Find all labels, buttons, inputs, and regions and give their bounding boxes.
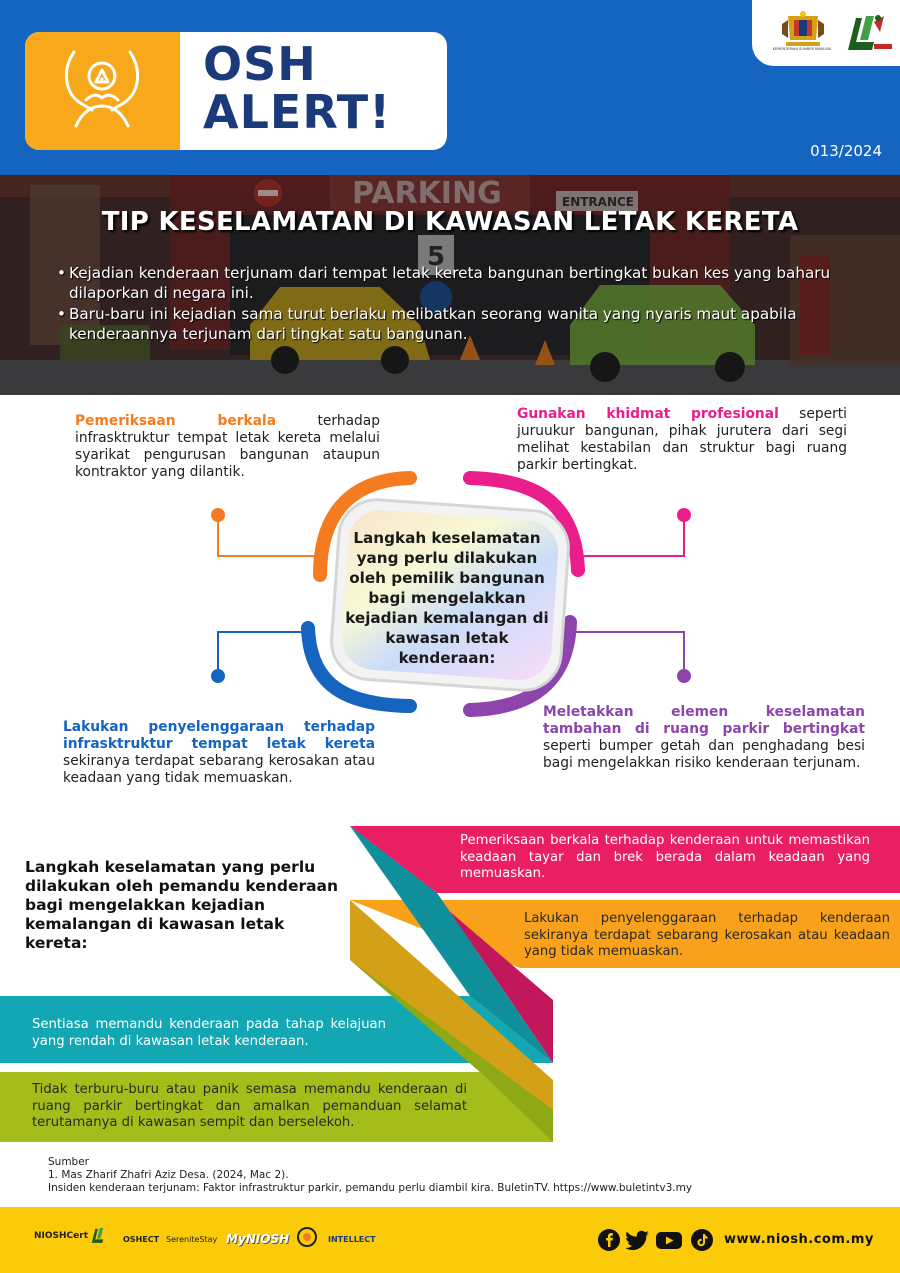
osh-alert-title: OSH ALERT! (203, 37, 392, 139)
partner-emblem-icon (296, 1226, 318, 1248)
source-heading: Sumber (48, 1156, 89, 1168)
crest-caption: KEMENTERIAN SUMBER MANUSIA (772, 47, 832, 51)
owner-tip-professional: Gunakan khidmat profesional seperti juruukur bangunan, pihak jurutera dari segi melihat kestabilan dan struktur bagi ruang parkir bertingkat. (517, 406, 847, 473)
hero-bullet-list (57, 263, 857, 345)
driver-step-inspection: Pemeriksaan berkala terhadap kenderaan untuk memastikan keadaan tayar dan brek berada dalam keadaan yang memuaskan. (460, 833, 870, 881)
niosh-logo-icon (844, 12, 894, 52)
connector-orange (218, 515, 322, 556)
tiktok-icon[interactable] (690, 1228, 714, 1252)
source-detail: Insiden kenderaan terjunam: Faktor infrastruktur parkir, pemandu perlu diambil kira. BuletinTV. https://www.buletintv3.my (48, 1182, 693, 1194)
partner-nioshcert: NIOSHCert (34, 1231, 88, 1241)
sign-speed: 5 (427, 242, 446, 272)
website-link[interactable]: www.niosh.com.my (724, 1232, 874, 1247)
connector-pink (578, 515, 684, 556)
hero-title: TIP KESELAMATAN DI KAWASAN LETAK KERETA (101, 207, 799, 237)
logo-box (752, 0, 900, 66)
facebook-icon[interactable] (597, 1228, 621, 1252)
hero-bullet: • Baru-baru ini kejadian sama turut berlaku melibatkan seorang wanita yang nyaris maut apabila kenderaannya terjunam dari tingkat satu bangunan. (57, 304, 857, 344)
driver-step-no-panic: Tidak terburu-buru atau panik semasa memandu kenderaan di ruang parkir bertingkat dan amalkan pemanduan selamat terutamanya di kawasan sempit dan berselekoh. (32, 1082, 467, 1130)
owner-steps-heading: Langkah keselamatan yang perlu dilakukan oleh pemilik bangunan bagi mengelakkan kejadian kemalangan di kawasan letak kenderaan: (345, 529, 549, 667)
source-citation (48, 1156, 692, 1195)
partner-myniosh: MyNIOSH (226, 1232, 290, 1246)
header-banner (0, 0, 900, 175)
partner-serenitestay: SereniteStay (166, 1235, 218, 1244)
safety-hands-icon (25, 32, 180, 150)
issue-number: 013/2024 (810, 142, 882, 160)
malaysia-crest-icon (780, 10, 826, 48)
niosh-small-logo-icon (90, 1224, 112, 1246)
sign-parking: PARKING (352, 176, 502, 211)
connector-purple (570, 632, 684, 676)
sign-entrance: ENTRANCE (562, 195, 634, 209)
driver-step-low-speed: Sentiasa memandu kenderaan pada tahap kelajuan yang rendah di kawasan letak kenderaan. (32, 1017, 386, 1049)
owner-tip-safety-elements: Meletakkan elemen keselamatan tambahan di ruang parkir bertingkat seperti bumper getah dan penghadang besi bagi mengelakkan risiko kenderaan terjunam. (543, 704, 865, 771)
youtube-icon[interactable] (655, 1228, 683, 1252)
hero-parking-image (0, 175, 900, 395)
partner-oshect: OSHECT (123, 1235, 160, 1244)
driver-steps-heading: Langkah keselamatan yang perlu dilakukan oleh pemandu kenderaan bagi mengelakkan kejadian kemalangan di kawasan letak kereta: (25, 858, 339, 952)
driver-step-maintenance: Lakukan penyelenggaraan terhadap kenderaan sekiranya terdapat sebarang kerosakan atau keadaan yang tidak memuaskan. (524, 911, 890, 959)
hero-bullet: • Kejadian kenderaan terjunam dari tempat letak kereta bangunan bertingkat bukan kes yang baharu dilaporkan di negara ini. (57, 263, 857, 303)
osh-alert-card (25, 32, 447, 150)
connector-blue (218, 632, 308, 676)
owner-tip-maintenance: Lakukan penyelenggaraan terhadap infrasktruktur tempat letak kereta sekiranya terdapat sebarang kerosakan atau keadaan yang tidak memuaskan. (63, 719, 375, 786)
source-item: 1. Mas Zharif Zhafri Aziz Desa. (2024, Mac 2). (48, 1169, 289, 1181)
footer-bar (0, 1207, 900, 1273)
partner-intellect: INTELLECT (328, 1235, 376, 1244)
twitter-icon[interactable] (626, 1228, 650, 1252)
owner-tip-inspection: Pemeriksaan berkala terhadap infrasktruktur tempat letak kereta melalui syarikat pengurusan bangunan ataupun kontraktor yang dilantik. (75, 413, 380, 480)
